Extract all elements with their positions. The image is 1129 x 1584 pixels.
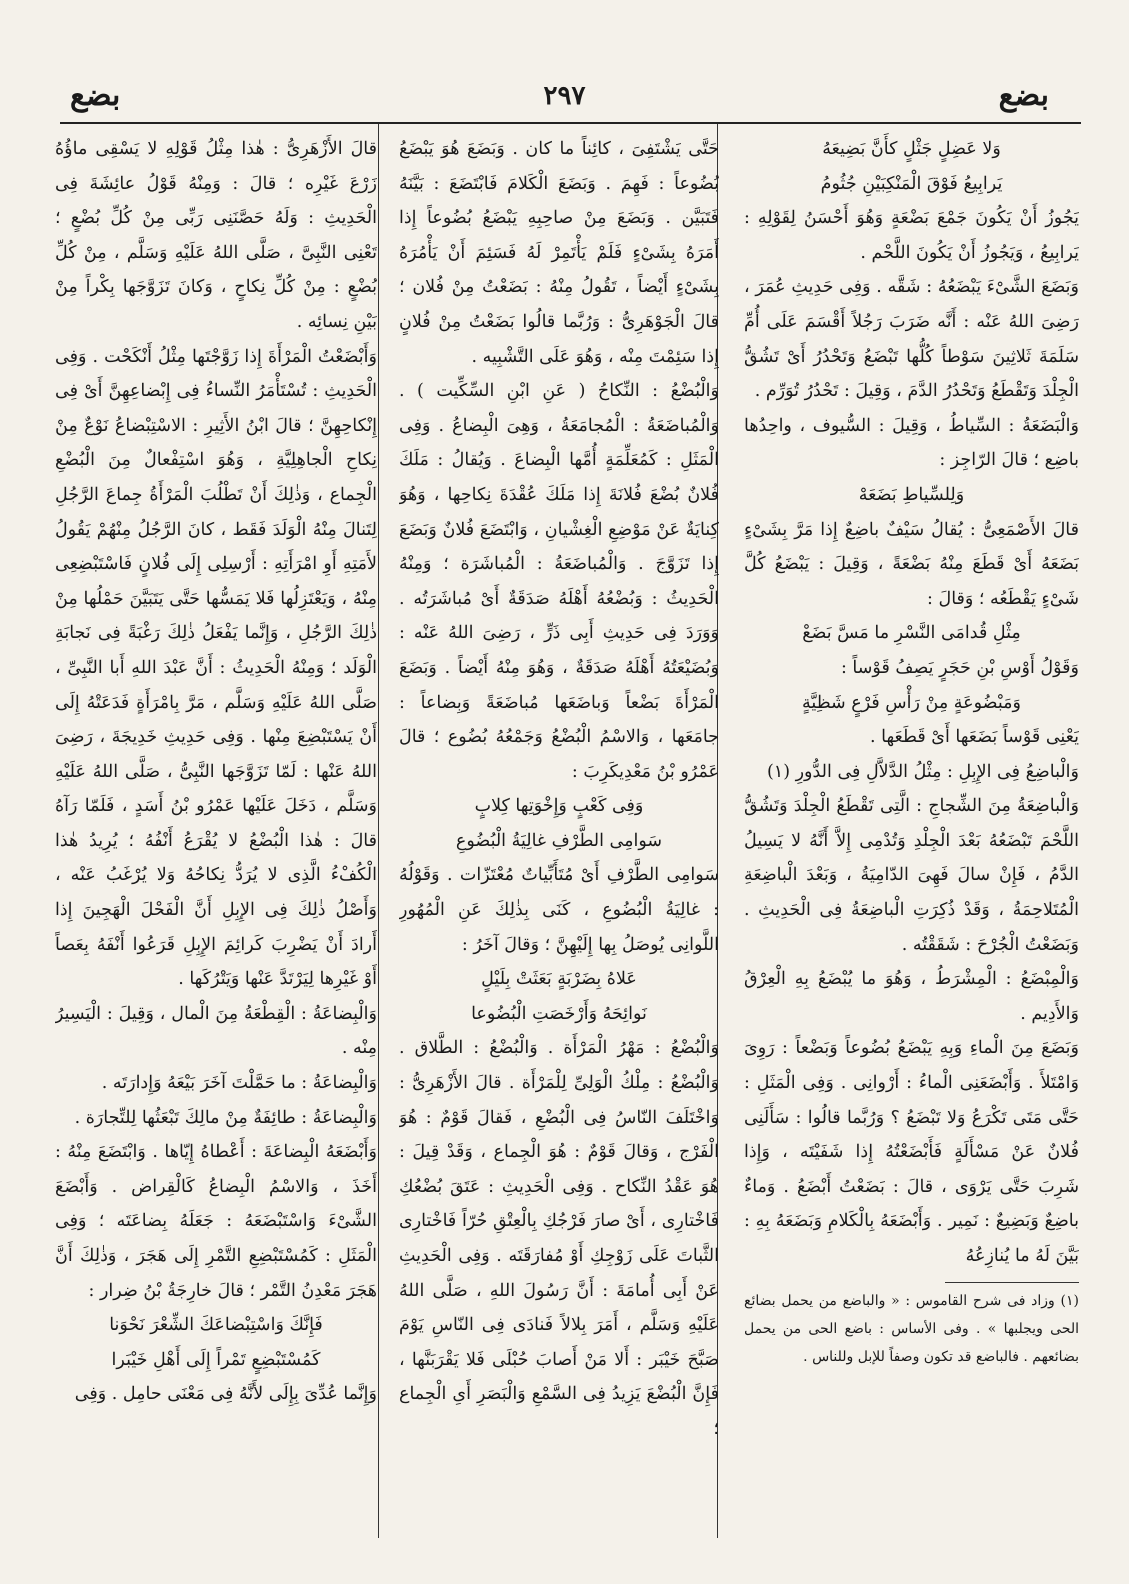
verse-line: وَلا عَضِلٍ جَثْلٍ كأَنَّ بَضِيعَهُ — [822, 139, 1001, 159]
paragraph: يَجُوزُ أَنْ يَكُونَ جَمْعَ بَضْعَةٍ وَهُوَ أَحْسَنُ لِقَوْلِهِ : يَرابِيعُ ، وَيَجُوزُ أَنْ يَكُونَ اللَّحْم . — [744, 208, 1079, 263]
paragraph: وَالْباضِعَةُ مِنَ الشِّجاجِ : الَّتِى تَقْطَعُ الْجِلْدَ وَتَشُقُّ اللَّحْمَ تَبْضَعُهُ بَعْدَ الْجِلْدِ وَتُدْمِى إِلاَّ أَنَّهُ لا يَسِيلُ الدَّمُ ، فَإِنْ سالَ فَهِىَ الدّامِيَةُ ، وَبَعْدَ الْباضِعَةِ الْمُتَلاحِمَةُ ، وَقَدْ ذُكِرَتِ الْباضِعَةُ فِى الْحَدِيثِ . وَبَضَعْتُ الْجُرْحَ : شَقَقْتُه . — [744, 796, 1079, 955]
paragraph: وَأَبْضَعْتُ الْمَرْأَةَ إِذا زَوَّجْتَها مِثْلُ أَنْكَحْت . وَفِى الْحَدِيثِ : تُسْتَأْمَرُ النِّساءُ فِى إِبْضاعِهِنَّ أَىْ فِى إِنْكاحِهِنَّ ؛ قالَ ابْنُ الأَثِيرِ : الاسْتِبْضاعُ نَوْعٌ مِنْ نِكاحِ الْجاهِلِيَّةِ ، وَهُوَ اسْتِفْعالٌ مِنَ الْبُضْعِ الْجِماع ، وَذٰلِكَ أَنْ تَطْلُبَ الْمَرْأَةُ جِماعَ الرَّجُلِ لِتَنالَ مِنْهُ الْوَلَدَ فَقَط ، كانَ الرَّجُلُ مِنْهُمْ يَقُولُ لأَمَتِهِ أَوِ امْرَأَتِهِ : أَرْسِلِى إِلَى فُلانٍ فَاسْتَبْضِعِى مِنْهُ ، وَيَعْتَزِلُها فَلا يَمَسُّها حَتَّى يَتَبَيَّنَ حَمْلُها مِنْ ذٰلِكَ الرَّجُلِ ، وَإِنَّما يَفْعَلُ ذٰلِكَ رَغْبَةً فِى نَجابَةِ الْوَلَد ؛ وَمِنْهُ الْحَدِيثُ : أَنَّ عَبْدَ اللهِ أَبا النَّبِىِّ ، صَلَّى اللهُ عَلَيْهِ وَسَلَّم ، مَرَّ بِامْرَأَةٍ فَدَعَتْهُ إِلَى أَنْ يَسْتَبْضِعَ مِنْها . وَفِى حَدِيثِ خَدِيجَةَ ، رَضِىَ اللهُ عَنْها : لَمّا تَزَوَّجَها النَّبِىُّ ، صَلَّى اللهُ عَلَيْهِ وَسَلَّم ، دَخَلَ عَلَيْها عَمْرُو بْنُ أَسَدٍ ، فَلَمّا رَآهُ قالَ : هٰذا الْبُضْعُ لا يُقْرَعُ أَنْفُهُ ؛ يُرِيدُ هٰذا الْكُفْءُ الَّذِى لا يُرَدُّ نِكاحُهُ وَلا يُرْغَبُ عَنْه ، وَأَصْلُ ذٰلِكَ فِى الإِبِلِ أَنَّ الْفَحْلَ الْهَجِينَ إِذا أَرادَ أَنْ يَضْرِبَ كَرائِمَ الإِبِلِ قَرَعُوا أَنْفَهُ بِعَصاً أَوْ غَيْرِها لِيَرْتَدَّ عَنْها وَيَتْرُكَها . — [55, 346, 377, 990]
paragraph: وَبَضَعَ الشَّىْءَ يَبْضَعُهُ : شَقَّه . وَفِى حَدِيثِ عُمَرَ ، رَضِىَ اللهُ عَنْه : أَنَّه ضَرَبَ رَجُلاً أَقْسَمَ عَلَى أُمِّ سَلَمَةَ ثَلاثِينَ سَوْطاً كُلُّها تَبْضَعُ وَتَحْدُرُ أَىْ تَشُقُّ الْجِلْدَ وَتَقْطَعُ وَتَحْدُرُ الدَّمَ ، وَقِيلَ : تَحْدُرُ تُوَرِّم . — [744, 277, 1079, 402]
verse-line: كَمُسْتَبْضِعٍ تَمْراً إِلَى أَهْلِ خَيْبَرا — [111, 1349, 321, 1370]
footnote-rule — [945, 1282, 1079, 1283]
paragraph: وَالْمِبْضَعُ : الْمِشْرَطُ ، وَهُوَ ما يُبْضَعُ بِهِ الْعِرْقُ وَالأَدِيم . — [744, 969, 1079, 1024]
footnote: (١) وزاد فى شرح القاموس : « والباضع من يحمل بضائع الحى ويجلبها » . وفى الأساس : باضع الحى من يحمل بضائعهم . فالباضع قد تكون وصفاً للإبل وللناس . — [744, 1292, 1079, 1365]
paragraph: وَالْبِضاعَةُ : طائِفَةٌ مِنْ مالِكَ تَبْعَثُها لِلتِّجارَة . — [74, 1107, 377, 1128]
verse-line: سَوامِى الطَّرْفِ غالِيَةُ الْبُضُوعِ — [455, 830, 663, 851]
verse-line: عَلاهُ بِضَرْبَةٍ بَعَثَتْ بِلَيْلٍ — [481, 969, 637, 990]
header-left-word: بضع — [70, 78, 121, 113]
verse-line: يَرابِيعُ فَوْقَ الْمَنْكِبَيْنِ جُثُومُ — [820, 173, 1003, 194]
paragraph: وَالْبِضاعَةُ : الْقِطْعَةُ مِنَ الْمال ، وَقِيلَ : الْيَسِيرُ مِنْه . — [55, 1003, 377, 1059]
verse-line: فَإِنَّكَ وَاسْتِبْضاعَكَ الشِّعْرَ نَحْوَنا — [109, 1315, 323, 1336]
paragraph: حَتَّى يَشْتَفِىَ ، كائِناً ما كان . وَبَضَعَ هُوَ يَبْضَعُ بُضُوعاً : فَهِمَ . وَبَضَعَ الْكَلامَ فَابْتَضَعَ : بَيَّنَهُ فَتَبَيَّن . وَبَضَعَ مِنْ صاحِبِهِ يَبْضَعُ بُضُوعاً إِذا أَمَرَهُ بِشَىْءٍ فَلَمْ يَأْتَمِرْ لَهُ فَسَئِمَ أَنْ يَأْمُرَهُ بِشَىْءٍ أَيْضاً ، تَقُولُ مِنْهُ : بَضَعْتُ مِنْ فُلان ؛ قالَ الْجَوْهَرِىُّ : وَرُبَّما قالُوا بَضَعْتُ مِنْ فُلانٍ إِذا سَئِمْتَ مِنْه ، وَهُوَ عَلَى التَّشْبِيه . — [399, 139, 719, 367]
verse-line: مِثْلِ قُدامَى النَّسْرِ ما مَسَّ بَضَعْ — [802, 623, 1021, 644]
verse-line: نَوائِحَهُ وَأَرْخَصَتِ الْبُضُوعا — [471, 1003, 647, 1024]
verse-line: وَلِلسِّياطِ بَضَعَهْ — [858, 484, 965, 505]
header-rule — [60, 122, 1081, 124]
paragraph: وَأَبْضَعَهُ الْبِضاعَةَ : أَعْطاهُ إِيّاها . وَابْتَضَعَ مِنْهُ : أَخَذَ ، وَالاسْمُ الْبِضاعُ كَالْقِراض . وَأَبْضَعَ الشَّىْءَ وَاسْتَبْضَعَهُ : جَعَلَهُ بِضاعَتَه ؛ وَفِى الْمَثَلِ : كَمُسْتَبْضِعِ التَّمْرِ إِلَى هَجَرَ ، وَذٰلِكَ أَنَّ هَجَرَ مَعْدِنُ التَّمْر ؛ قالَ خارِجَةُ بْنُ ضِرار : — [55, 1142, 377, 1301]
paragraph: وَالْبُضْعُ : النِّكاحُ ( عَنِ ابْنِ السِّكِّيت ) . وَالْمُباضَعَةُ : الْمُجامَعَةُ ، وَهِىَ الْبِضاعُ . وَفِى الْمَثَلِ : كَمُعَلِّمَةٍ أُمَّها الْبِضاعَ . وَيُقالُ : مَلَكَ فُلانٌ بُضْعَ فُلانَةَ إِذا مَلَكَ عُقْدَةَ نِكاحِها ، وَهُوَ كِنايَةٌ عَنْ مَوْضِعِ الْغِشْيانِ ، وَابْتَضَعَ فُلانٌ وَبَضَعَ إِذا تَزَوَّجَ . وَالْمُباضَعَةُ : الْمُباشَرَة ؛ وَمِنْهُ الْحَدِيثُ : وَبُضْعُهُ أَهْلَهُ صَدَقَةٌ أَىْ مُباشَرَتُه . وَوَرَدَ فِى حَدِيثِ أَبِى ذَرٍّ ، رَضِىَ اللهُ عَنْه : وَبُضَيْعَتُهُ أَهْلَهُ صَدَقَةٌ ، وَهُوَ مِنْهُ أَيْضاً . وَبَضَعَ الْمَرْأَةَ بَضْعاً وَباضَعَها مُباضَعَةً وَبِضاعاً : جامَعَها ، وَالاسْمُ الْبُضْعُ وَجَمْعُهُ بُضُوع ؛ قالَ عَمْرُو بْنُ مَعْدِيكَرِبَ : — [399, 381, 719, 782]
column-right — [744, 132, 1079, 1544]
header-right-word: بضع — [998, 78, 1049, 113]
paragraph: يَعْنِى قَوْساً بَضَعَها أَىْ قَطَعَها . — [870, 727, 1079, 748]
page-number: ٢٩٧ — [543, 81, 586, 111]
paragraph: وَالْباضِعُ فِى الإِبِلِ : مِثْلُ الدَّلاَّلِ فِى الدُّورِ (١) — [766, 761, 1079, 782]
paragraph: وَالْبَضَعَةُ : السِّياطُ ، وَقِيلَ : السُّيوف ، واحِدُها باضِع ؛ قالَ الرّاجِز : — [744, 415, 1079, 471]
column-left — [55, 132, 377, 1544]
paragraph: وَبَضَعَ مِنَ الْماءِ وَبِهِ يَبْضَعُ بُضُوعاً وَبَضْعاً : رَوِىَ وَامْتَلأَ . وَأَبْضَعَنِى الْماءُ : أَرْوانِى . وَفِى الْمَثَلِ : حَتَّى مَتَى تَكْرَعُ وَلا تَبْضَعُ ؟ وَرُبَّما قالُوا : سَأَلَنِى فُلانٌ عَنْ مَسْأَلَةٍ فَأَبْضَعْتُهُ إِذا شَفَيْتَه ، وَإِذا شَرِبَ حَتَّى يَرْوَى ، قالَ : بَضَعْتُ أَبْضَعُ . وَماءٌ باضِعٌ وَبَضِيعٌ : نَمِير . وَأَبْضَعَهُ بِالْكَلامِ وَبَضَعَهُ بِهِ : بَيَّنَ لَهُ ما يُنازِعُهُ — [744, 1038, 1079, 1266]
paragraph: وَإِنَّما عُدِّىَ بِإِلَى لأَنَّهُ فِى مَعْنَى حامِل . وَفِى — [74, 1384, 377, 1405]
paragraph: وَالْبُضْعُ : مَهْرُ الْمَرْأَة . وَالْبُضْعُ : الطَّلاق . وَالْبُضْعُ : مِلْكُ الْوَلِىِّ لِلْمَرْأَة . قالَ الأَزْهَرِىُّ : وَاخْتَلَفَ النّاسُ فِى الْبُضْعِ ، فَقالَ قَوْمٌ : هُوَ الْفَرْج ، وَقالَ قَوْمٌ : هُوَ الْجِماع ، وَقَدْ قِيلَ : هُوَ عَقْدُ النِّكاح . وَفِى الْحَدِيثِ : عَتَقَ بُضْعُكِ فَاخْتارِى ، أَىْ صارَ فَرْجُكِ بِالْعِتْقِ حُرّاً فَاخْتارِى الثَّباتَ عَلَى زَوْجِكِ أَوْ مُفارَقَتَه . وَفِى الْحَدِيثِ عَنْ أَبِى أُمامَةَ : أَنَّ رَسُولَ اللهِ ، صَلَّى اللهُ عَلَيْهِ وَسَلَّم ، أَمَرَ بِلالاً فَنادَى فِى النّاسِ يَوْمَ صَبَّحَ خَيْبَر : أَلا مَنْ أَصابَ حُبْلَى فَلا يَقْرَبَنَّها ، فَإِنَّ الْبُضْعَ يَزِيدُ فِى السَّمْعِ وَالْبَصَرِ أَىِ الْجِماع ؛ — [399, 1038, 719, 1439]
verse-line: وَمَبْضُوعَةٍ مِنْ رَأْسِ فَرْعٍ شَظِيَّةٍ — [802, 692, 1021, 713]
paragraph: سَوامِى الطَّرْفِ أَىْ مُتَأَبِّياتٌ مُعْتَزّات . وَقَوْلُهُ : غالِيَةُ الْبُضُوعِ ، كَنَى بِذٰلِكَ عَنِ الْمُهُورِ اللَّوانِى يُوصَلُ بِها إِلَيْهِنَّ ؛ وَقالَ آخَرُ : — [399, 865, 719, 955]
paragraph: قالَ الأَزْهَرِىُّ : هٰذا مِثْلُ قَوْلِهِ لا يَسْقِى ماؤُهُ زَرْعَ غَيْرِه ؛ قالَ : وَمِنْهُ قَوْلُ عائِشَةَ فِى الْحَدِيثِ : وَلَهُ حَصَّنَنِى رَبِّى مِنْ كُلِّ بُضْعٍ ؛ تَعْنِى النَّبِىَّ ، صَلَّى اللهُ عَلَيْهِ وَسَلَّم ، مِنْ كُلِّ بُضْعٍ : مِنْ كُلِّ نِكاحٍ ، وَكانَ تَزَوَّجَها بِكْراً مِنْ بَيْنِ نِسائِه . — [55, 139, 377, 332]
paragraph: وَقَوْلُ أَوْسِ بْنِ حَجَرٍ يَصِفُ قَوْساً : — [840, 657, 1079, 678]
column-middle — [399, 132, 719, 1544]
paragraph: وَالْبِضاعَةُ : ما حَمَّلْتَ آخَرَ بَيْعَهُ وَإِدارَتَه . — [101, 1073, 377, 1094]
paragraph: قالَ الأَصْمَعِىُّ : يُقالُ سَيْفٌ باضِعٌ إِذا مَرَّ بِشَىْءٍ بَضَعَهُ أَىْ قَطَعَ مِنْهُ بَضْعَةً ، وَقِيلَ : يَبْضَعُ كُلَّ شَىْءٍ يَقْطَعُه ؛ وَقالَ : — [744, 519, 1079, 609]
verse-line: وَفِى كَعْبٍ وَإِخْوَتِها كِلابٍ — [474, 796, 644, 817]
column-divider — [378, 124, 379, 1538]
